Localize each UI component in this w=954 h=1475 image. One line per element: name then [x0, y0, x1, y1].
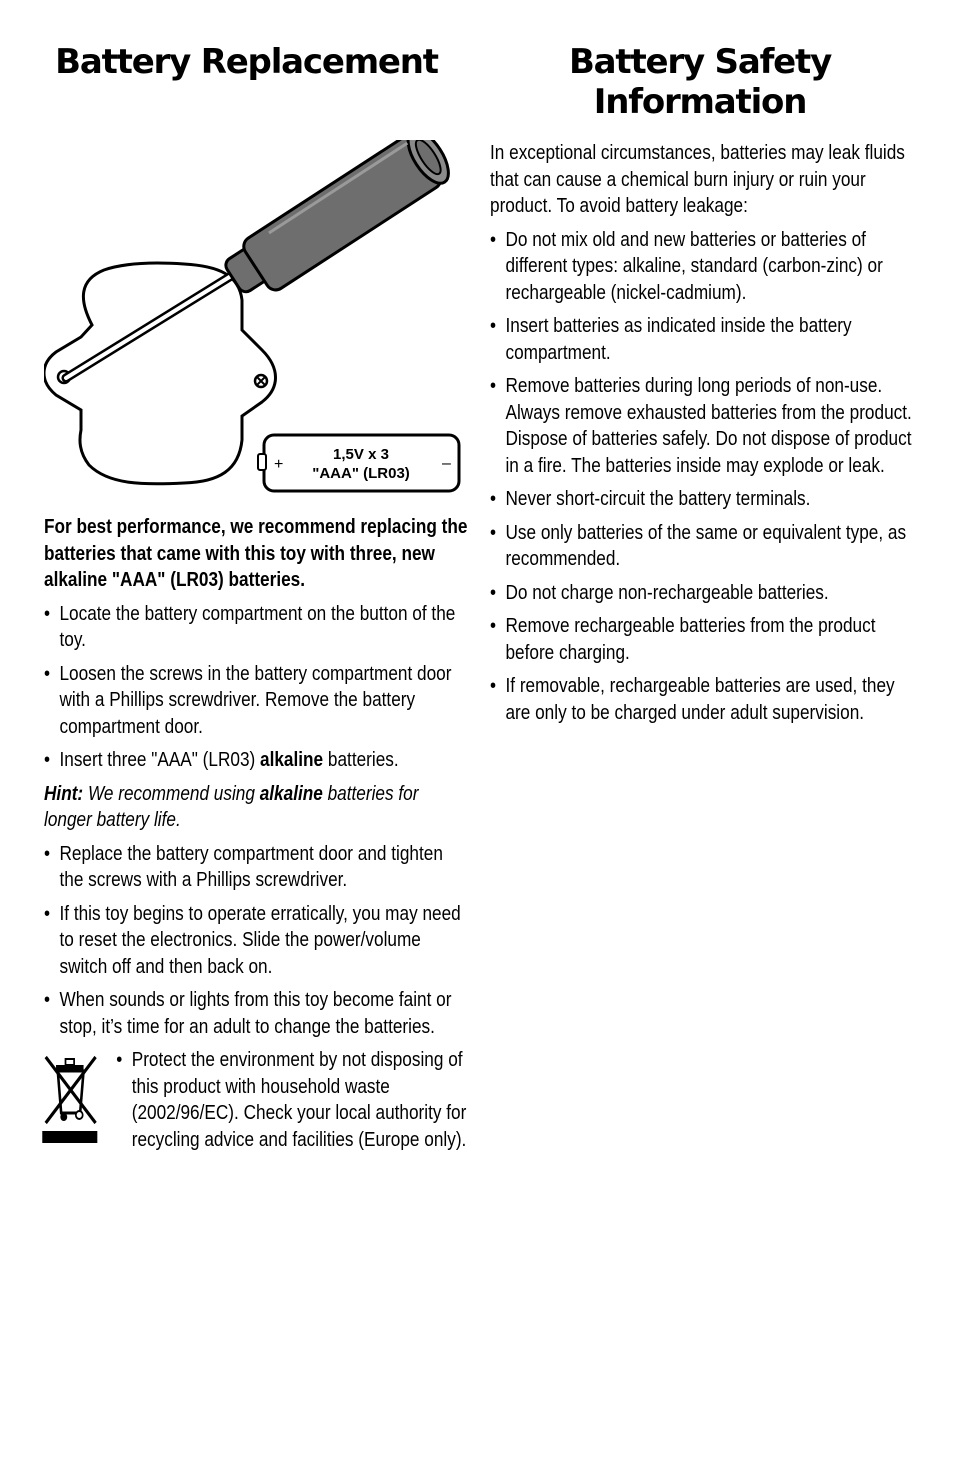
list-item: • Never short-circuit the battery terminals. — [490, 486, 920, 513]
battery-plus-label: + — [274, 456, 284, 473]
screwdriver-icon — [66, 140, 456, 378]
battery-voltage-label: 1,5V x 3 — [333, 446, 389, 463]
battery-safety-text — [490, 140, 920, 733]
environment-notice — [44, 1047, 470, 1153]
recommendation-text: For best performance, we recommend replacing the batteries that came with this toy with three, new alkaline "AAA" (LR03) batteries. — [44, 516, 468, 591]
battery-icon — [258, 435, 459, 491]
screw-icon — [255, 375, 267, 387]
list-item: • Use only batteries of the same or equivalent type, as recommended. — [490, 520, 920, 573]
safety-intro-text: In exceptional circumstances, batteries may leak fluids that can cause a chemical burn injury or ruin your product. To avoid battery leakage: — [490, 142, 905, 217]
list-item: • If this toy begins to operate erratically, you may need to reset the electronics. Slide the power/volume switch off and then back on. — [44, 901, 470, 981]
list-item: • Do not charge non-rechargeable batteries. — [490, 580, 920, 607]
list-item: • Remove rechargeable batteries from the product before charging. — [490, 613, 920, 666]
list-item: • Do not mix old and new batteries or batteries of different types: alkaline, standard (carbon-zinc) or rechargeable (nickel-cadmium). — [490, 227, 920, 307]
list-item: • Protect the environment by not disposing of this product with household waste (2002/96/EC). Check your local authority for recycling advice and facilities (Europe only). — [116, 1047, 469, 1153]
list-item: • Loosen the screws in the battery compartment door with a Phillips screwdriver. Remove the battery compartment door. — [44, 661, 470, 741]
list-item: • If removable, rechargeable batteries are used, they are only to be charged under adult supervision. — [490, 673, 920, 726]
battery-compartment-illustration — [44, 140, 469, 500]
list-item: • Insert batteries as indicated inside the battery compartment. — [490, 313, 920, 366]
list-item: • Remove batteries during long periods of non-use. Always remove exhausted batteries from the product. Dispose of batteries safely. Do not dispose of product in a fire. The batteries inside may explode or leak. — [490, 373, 920, 479]
list-item: • Insert three "AAA" (LR03) alkaline batteries. — [44, 747, 470, 774]
battery-safety-title — [470, 42, 930, 122]
battery-replacement-text — [44, 514, 470, 1160]
battery-size-label: "AAA" (LR03) — [312, 465, 410, 482]
battery-safety-title-line1: Battery Safety — [568, 42, 832, 82]
hint-text: Hint: We recommend using alkaline batteries for longer battery life. — [44, 782, 419, 831]
battery-safety-title-line2: Information — [593, 82, 807, 122]
list-item: • Replace the battery compartment door and tighten the screws with a Phillips screwdriver. — [44, 841, 470, 894]
list-item: • When sounds or lights from this toy become faint or stop, it’s time for an adult to change the batteries. — [44, 987, 470, 1040]
list-item: • Locate the battery compartment on the button of the toy. — [44, 601, 470, 654]
battery-minus-label: – — [442, 455, 451, 472]
weee-recycling-bin-icon — [41, 1051, 101, 1143]
battery-replacement-title: Battery Replacement — [55, 42, 438, 82]
